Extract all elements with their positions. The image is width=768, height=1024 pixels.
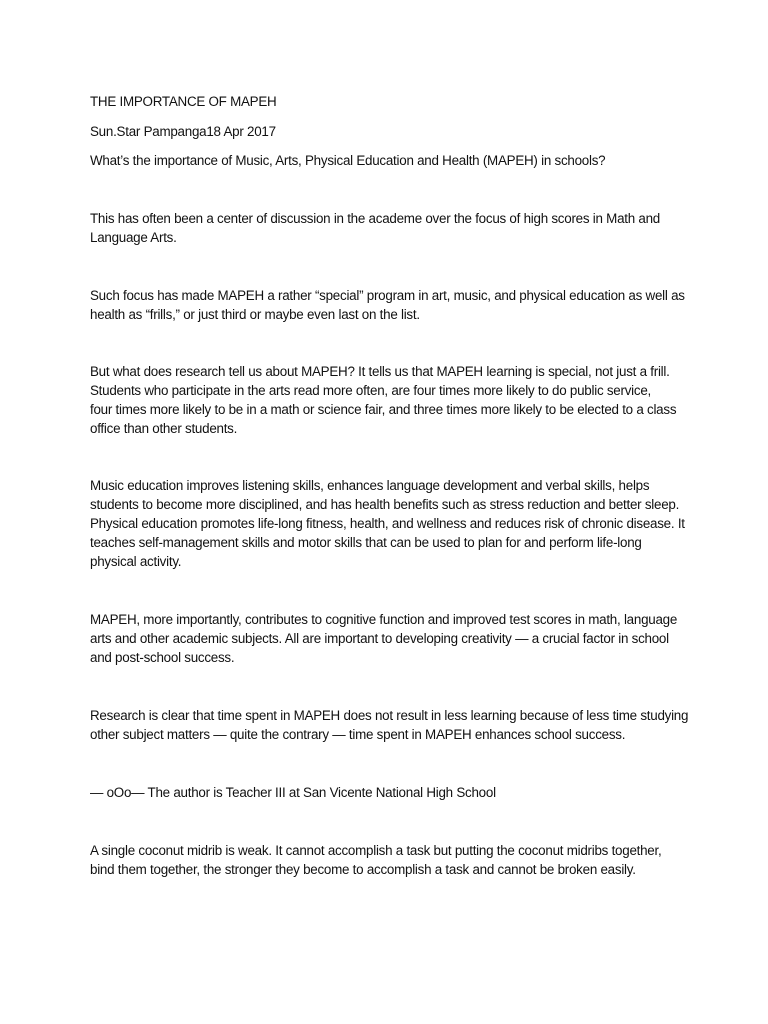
- text-line: and post-school success.: [90, 650, 235, 665]
- text-line: students to become more disciplined, and has health benefits such as stress reduction and better sleep.: [90, 497, 680, 512]
- text-line: bind them together, the stronger they become to accomplish a task and cannot be broken easily.: [90, 862, 636, 877]
- text-line: But what does research tell us about MAPEH? It tells us that MAPEH learning is special, not just a frill.: [90, 364, 670, 379]
- text-line: teaches self-management skills and motor skills that can be used to plan for and perform life-long: [90, 535, 642, 550]
- text-line: This has often been a center of discussion in the academe over the focus of high scores in Math and: [90, 211, 660, 226]
- document-question: What’s the importance of Music, Arts, Physical Education and Health (MAPEH) in schools?: [90, 153, 606, 168]
- text-line: Physical education promotes life-long fitness, health, and wellness and reduces risk of chronic disease. It: [90, 516, 685, 531]
- text-line: Such focus has made MAPEH a rather “special” program in art, music, and physical education as well as: [90, 288, 685, 303]
- document-byline: Sun.Star Pampanga18 Apr 2017: [90, 124, 276, 139]
- text-line: — oOo— The author is Teacher III at San Vicente National High School: [90, 785, 496, 800]
- document-title: THE IMPORTANCE OF MAPEH: [90, 94, 277, 109]
- text-line: other subject matters — quite the contrary — time spent in MAPEH enhances school success.: [90, 727, 626, 742]
- text-line: health as “frills,” or just third or maybe even last on the list.: [90, 307, 420, 322]
- text-line: four times more likely to be in a math or science fair, and three times more likely to be elected to a class: [90, 402, 677, 417]
- text-line: Research is clear that time spent in MAPEH does not result in less learning because of less time studying: [90, 708, 689, 723]
- text-line: Students who participate in the arts read more often, are four times more likely to do public service,: [90, 383, 651, 398]
- text-line: physical activity.: [90, 554, 182, 569]
- text-line: A single coconut midrib is weak. It cannot accomplish a task but putting the coconut midribs together,: [90, 843, 662, 858]
- text-line: arts and other academic subjects. All are important to developing creativity — a crucial factor in school: [90, 631, 669, 646]
- text-line: office than other students.: [90, 421, 238, 436]
- text-line: Music education improves listening skills, enhances language development and verbal skills, helps: [90, 478, 650, 493]
- text-line: Language Arts.: [90, 230, 177, 245]
- text-line: MAPEH, more importantly, contributes to cognitive function and improved test scores in math, language: [90, 612, 678, 627]
